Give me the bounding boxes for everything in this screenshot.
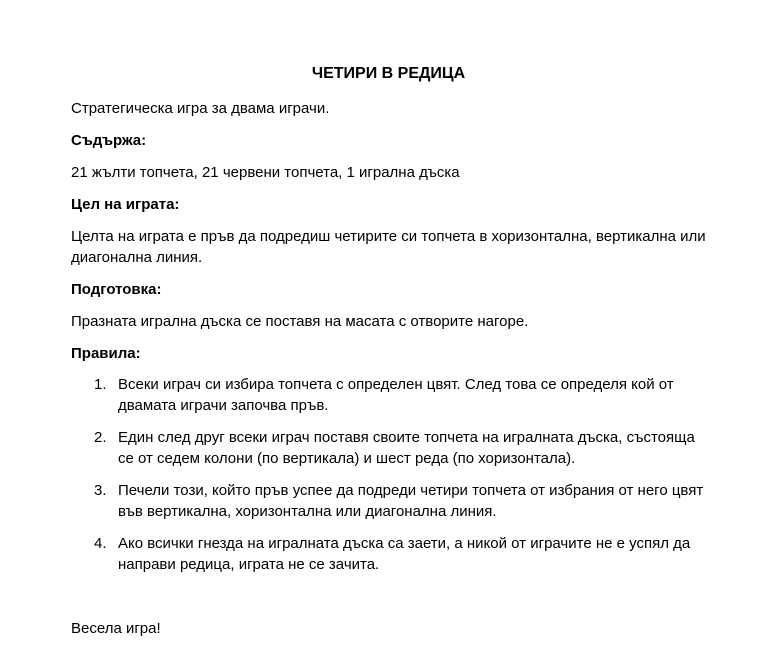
list-item-text: Един след друг всеки играч поставя своите топчета на игралната дъска, състояща се от седем колони (по вертикала) и шест реда (по хоризонтала). (118, 429, 695, 467)
list-item-text: Печели този, който пръв успее да подреди четири топчета от избрания от него цвят във вертикална, хоризонтална или диагонална линия. (118, 482, 704, 520)
list-item-number: 3. (94, 482, 107, 499)
rules-list-item (94, 374, 714, 416)
list-item-number: 4. (94, 535, 107, 552)
rules-list-item (94, 533, 714, 575)
goal-text: Целта на играта е пръв да подредиш четирите си топчета в хоризонтална, вертикална или диагонална линия. (71, 228, 706, 266)
goal-heading: Цел на играта: (71, 196, 180, 213)
setup-heading: Подготовка: (71, 281, 162, 298)
intro-text: Стратегическа игра за двама играчи. (71, 100, 330, 117)
contents-text: 21 жълти топчета, 21 червени топчета, 1 игрална дъска (71, 164, 460, 181)
list-item-number: 1. (94, 376, 107, 393)
setup-text: Празната игрална дъска се поставя на масата с отворите нагоре. (71, 313, 529, 330)
list-item-number: 2. (94, 429, 107, 446)
closing-text: Весела игра! (71, 620, 161, 637)
list-item-text: Всеки играч си избира топчета с определен цвят. След това се определя кой от двамата играчи започва пръв. (118, 376, 674, 414)
rules-list-item (94, 480, 714, 522)
list-item-text: Ако всички гнезда на игралната дъска са заети, а никой от играчите не е успял да направи редица, играта не се зачита. (118, 535, 691, 573)
rules-heading: Правила: (71, 345, 141, 362)
document-title: ЧЕТИРИ В РЕДИЦА (311, 65, 466, 82)
rules-list-item (94, 427, 714, 469)
contents-heading: Съдържа: (71, 132, 147, 149)
